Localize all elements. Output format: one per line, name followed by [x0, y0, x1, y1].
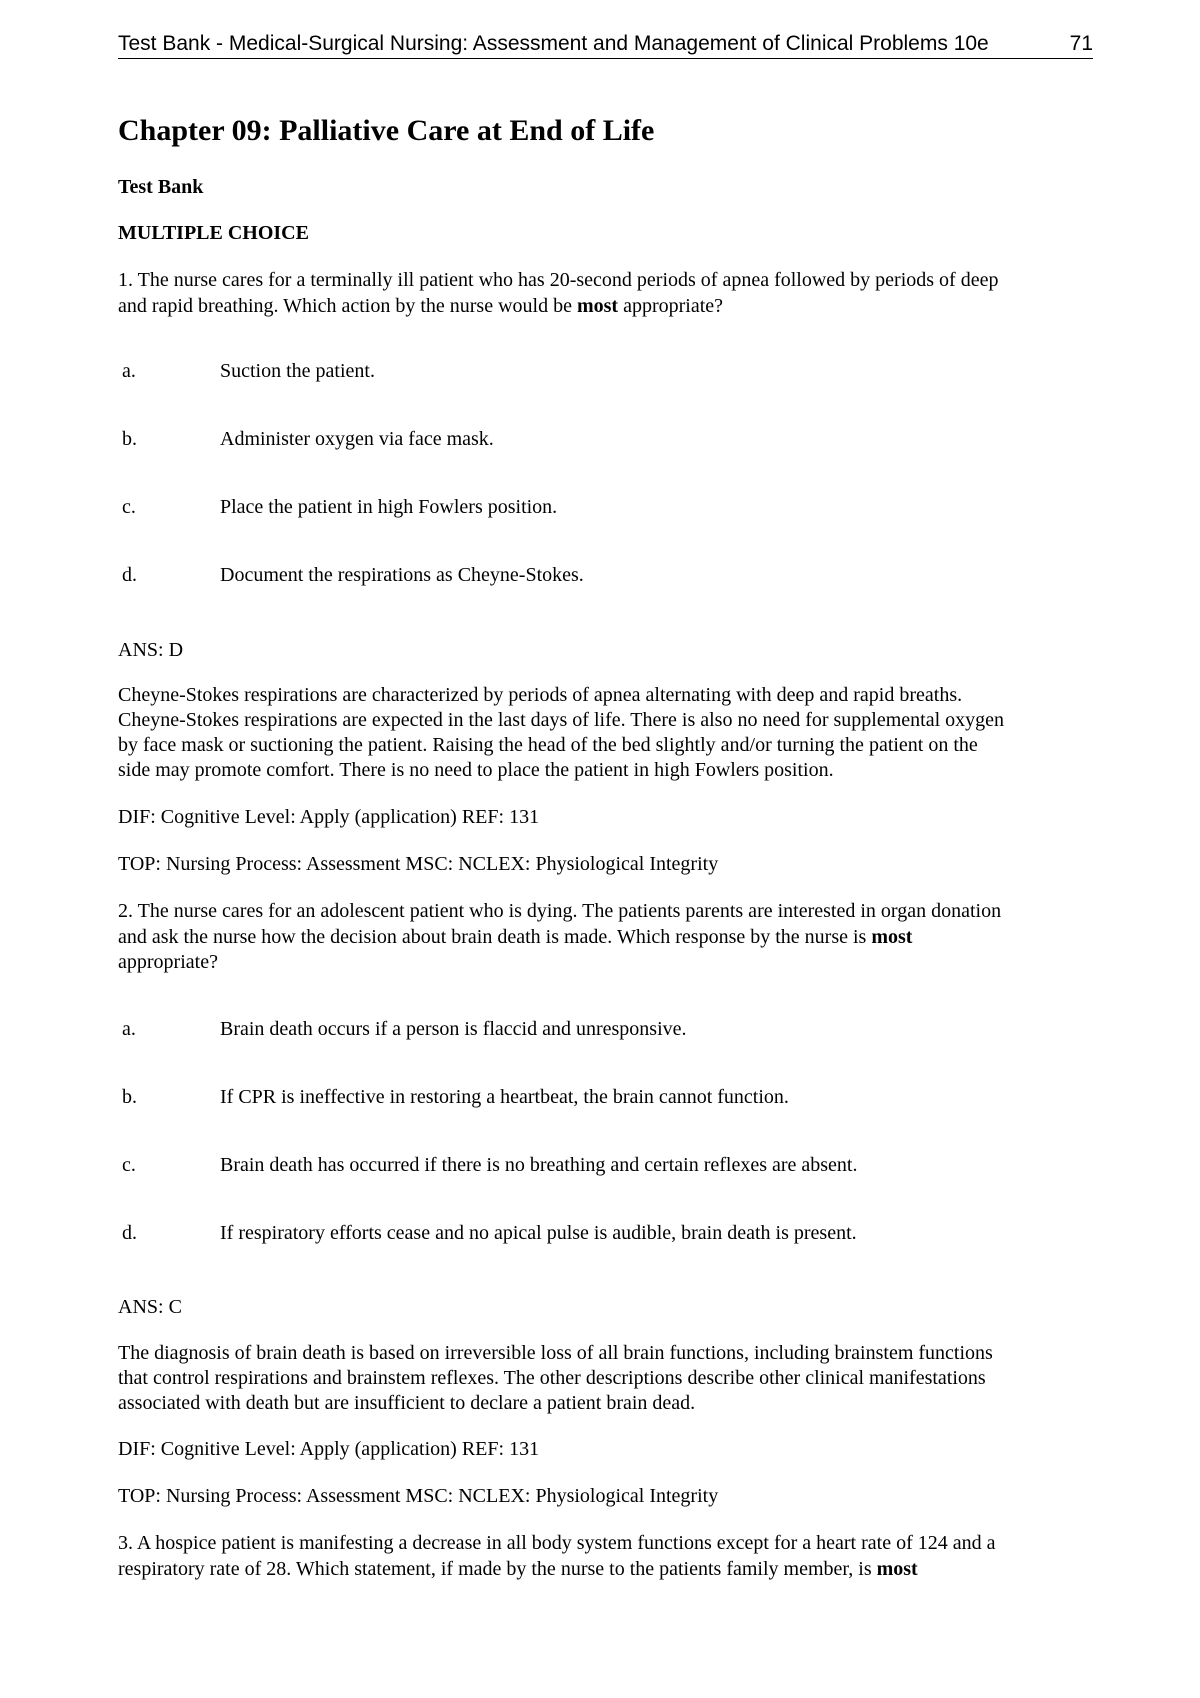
q1-option-a-text: Suction the patient. [220, 360, 375, 382]
q1-option-b-text: Administer oxygen via face mask. [220, 428, 494, 450]
q2-difficulty: DIF: Cognitive Level: Apply (application) REF: 131 [118, 1438, 540, 1460]
q1-rationale-line4: side may promote comfort. There is no need to place the patient in high Fowlers position. [118, 759, 834, 781]
header-title: Test Bank - Medical-Surgical Nursing: Assessment and Management of Clinical Problems 10e [118, 32, 989, 55]
q1-option-c-letter: c. [122, 496, 136, 518]
q1-stem-tail: appropriate? [618, 295, 724, 317]
q2-stem-line3: appropriate? [118, 951, 218, 973]
q1-topic: TOP: Nursing Process: Assessment MSC: NCLEX: Physiological Integrity [118, 853, 719, 875]
q1-rationale-line2: Cheyne-Stokes respirations are expected in the last days of life. There is also no need for supplemental oxygen [118, 709, 1005, 731]
q1-option-d-text: Document the respirations as Cheyne-Stokes. [220, 564, 584, 586]
q2-rationale-line2: that control respirations and brainstem reflexes. The other descriptions describe other clinical manifestations [118, 1367, 986, 1389]
section-heading: Test Bank [118, 176, 204, 198]
subsection-heading: MULTIPLE CHOICE [118, 222, 309, 244]
q2-option-c-letter: c. [122, 1154, 136, 1176]
q3-stem-emphasis: most [876, 1558, 918, 1580]
q1-rationale-line3: by face mask or suctioning the patient. Raising the head of the bed slightly and/or turning the patient on the [118, 734, 978, 756]
q1-difficulty: DIF: Cognitive Level: Apply (application) REF: 131 [118, 806, 540, 828]
q2-option-c-text: Brain death has occurred if there is no breathing and certain reflexes are absent. [220, 1154, 858, 1176]
q1-option-a-letter: a. [122, 360, 136, 382]
q1-option-b-letter: b. [122, 428, 137, 450]
q1-option-c-text: Place the patient in high Fowlers position. [220, 496, 558, 518]
q2-rationale-line3: associated with death but are insufficient to declare a patient brain dead. [118, 1392, 696, 1414]
q1-rationale-line1: Cheyne-Stokes respirations are characterized by periods of apnea alternating with deep and rapid breaths. [118, 684, 963, 706]
q2-stem-text: and ask the nurse how the decision about brain death is made. Which response by the nurse is [118, 926, 872, 948]
q1-answer: ANS: D [118, 639, 184, 661]
q2-topic: TOP: Nursing Process: Assessment MSC: NCLEX: Physiological Integrity [118, 1485, 719, 1507]
q1-stem-line1: 1. The nurse cares for a terminally ill patient who has 20-second periods of apnea followed by periods of deep [118, 269, 999, 291]
running-header [118, 30, 1093, 59]
q1-stem-text: and rapid breathing. Which action by the nurse would be [118, 295, 577, 317]
q2-option-a-letter: a. [122, 1018, 136, 1040]
page-number: 71 [1069, 32, 1093, 55]
q2-stem-emphasis: most [871, 926, 913, 948]
q2-stem-line2 [118, 925, 912, 950]
q3-stem-line1: 3. A hospice patient is manifesting a decrease in all body system functions except for a heart rate of 124 and a [118, 1532, 996, 1554]
q2-option-a-text: Brain death occurs if a person is flaccid and unresponsive. [220, 1018, 687, 1040]
q1-stem-line2 [118, 294, 723, 319]
q2-stem-line1: 2. The nurse cares for an adolescent patient who is dying. The patients parents are interested in organ donation [118, 900, 1002, 922]
q2-rationale-line1: The diagnosis of brain death is based on irreversible loss of all brain functions, including brainstem functions [118, 1342, 993, 1364]
q3-stem-line2 [118, 1557, 918, 1582]
q2-option-b-letter: b. [122, 1086, 137, 1108]
q2-option-b-text: If CPR is ineffective in restoring a heartbeat, the brain cannot function. [220, 1086, 789, 1108]
q1-stem-emphasis: most [576, 295, 619, 317]
q3-stem-text: respiratory rate of 28. Which statement, if made by the nurse to the patients family member, is [118, 1558, 877, 1580]
q2-option-d-text: If respiratory efforts cease and no apical pulse is audible, brain death is present. [220, 1222, 857, 1244]
q2-option-d-letter: d. [122, 1222, 137, 1244]
chapter-title: Chapter 09: Palliative Care at End of Life [118, 114, 655, 147]
q2-answer: ANS: C [118, 1296, 182, 1318]
q1-option-d-letter: d. [122, 564, 137, 586]
